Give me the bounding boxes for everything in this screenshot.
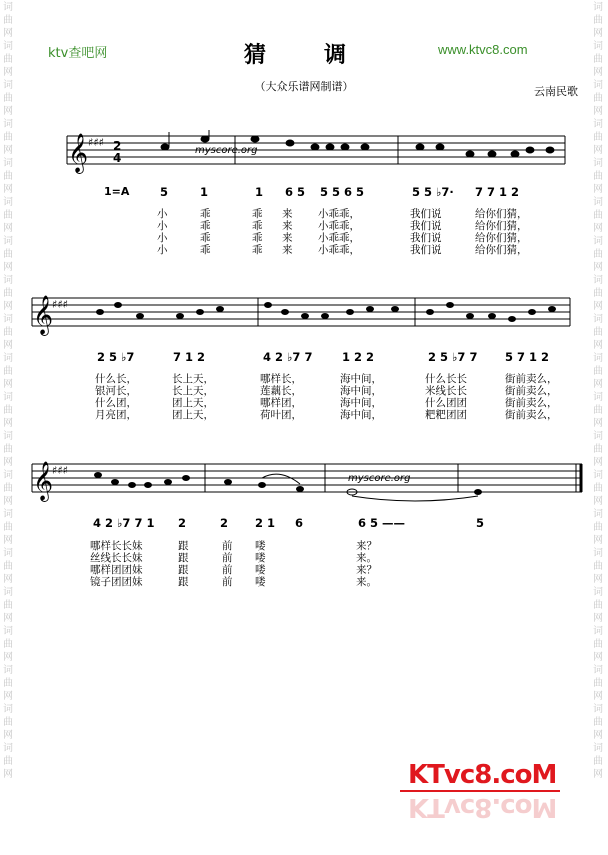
side-watermark-char: 词: [3, 197, 13, 208]
lyric-segment: 乖: [200, 244, 211, 256]
side-watermark-char: 词: [593, 587, 603, 598]
song-origin: 云南民歌: [534, 85, 578, 98]
side-watermark-char: 词: [3, 743, 13, 754]
site-url[interactable]: www.ktvc8.com: [438, 42, 528, 57]
treble-clef-icon: 𝄞: [68, 133, 89, 173]
side-watermark-char: 词: [3, 2, 13, 13]
side-watermark-char: 网: [593, 223, 603, 234]
lyric-segment: 长上天，: [172, 373, 214, 385]
side-watermark-char: 曲: [3, 522, 13, 533]
side-watermark-char: 网: [3, 379, 13, 390]
jianpu-group: 5 5 6 5: [320, 185, 365, 199]
site-name-left[interactable]: ktv查吧网: [48, 46, 108, 61]
side-watermark-char: 曲: [593, 249, 603, 260]
side-watermark-char: 曲: [593, 366, 603, 377]
side-watermark-char: 曲: [3, 717, 13, 728]
lyric-segment: 团上天，: [172, 409, 214, 421]
side-watermark-char: 曲: [593, 171, 603, 182]
side-watermark-char: 词: [593, 743, 603, 754]
side-watermark-char: 网: [593, 535, 603, 546]
jianpu-group: 1 2 2: [342, 350, 375, 364]
side-watermark-char: 词: [3, 431, 13, 442]
lyric-segment: 海中间，: [340, 397, 382, 409]
jianpu-group: 4 2 ♭7 7 1: [93, 516, 155, 530]
side-watermark-char: 词: [3, 587, 13, 598]
side-watermark-char: 曲: [593, 288, 603, 299]
side-watermark-char: 曲: [593, 639, 603, 650]
jianpu-group: 1: [255, 185, 264, 199]
lyric-segment: 月亮团，: [95, 409, 137, 421]
lyric-segment: 街前卖么，: [505, 385, 558, 397]
staff-system-1: [0, 128, 608, 178]
side-watermark-char: 网: [593, 262, 603, 273]
lyric-segment: 镜子团团妹: [90, 576, 143, 588]
side-watermark-char: 网: [593, 184, 603, 195]
treble-clef-icon: 𝄞: [33, 461, 54, 501]
side-watermark-char: 曲: [593, 756, 603, 767]
side-watermark-char: 曲: [593, 717, 603, 728]
lyric-segment: 莲藕长，: [260, 385, 302, 397]
side-watermark-char: 网: [3, 613, 13, 624]
side-watermark-char: 词: [593, 509, 603, 520]
lyric-segment: 哪样团，: [260, 397, 302, 409]
lyric-segment: 哪样长长妹: [90, 540, 143, 552]
jianpu-group: 6 5 ——: [358, 516, 406, 530]
side-watermark-char: 词: [593, 275, 603, 286]
lyric-segment: 前: [222, 540, 233, 552]
side-watermark-char: 曲: [593, 522, 603, 533]
side-watermark-char: 网: [3, 262, 13, 273]
side-watermark-char: 网: [3, 769, 13, 780]
side-watermark-char: 词: [3, 80, 13, 91]
lyric-segment: 哪样团团妹: [90, 564, 143, 576]
lyric-segment: 海中间，: [340, 409, 382, 421]
lyric-segment: 喽: [255, 552, 266, 564]
side-watermark-char: 词: [593, 314, 603, 325]
lyric-segment: 来。: [356, 576, 377, 588]
lyric-segment: 海中间，: [340, 373, 382, 385]
side-watermark-char: 网: [3, 457, 13, 468]
lyric-segment: 来？: [356, 540, 377, 552]
side-watermark-char: 词: [593, 626, 603, 637]
side-watermark-char: 曲: [3, 561, 13, 572]
side-watermark-char: 曲: [593, 93, 603, 104]
side-watermark-char: 词: [593, 548, 603, 559]
side-watermark-char: 词: [593, 41, 603, 52]
side-watermark-char: 网: [593, 106, 603, 117]
lyric-segment: 跟: [178, 576, 189, 588]
side-watermark-char: 词: [593, 119, 603, 130]
side-watermark-char: 曲: [3, 327, 13, 338]
side-watermark-char: 网: [3, 652, 13, 663]
side-watermark-char: 词: [3, 41, 13, 52]
lyric-segment: 来。: [356, 552, 377, 564]
key-signature: 1=A: [104, 185, 130, 198]
ktvc8-logo[interactable]: KTvc8.coM: [408, 760, 557, 790]
side-watermark-char: 词: [3, 392, 13, 403]
jianpu-group: 2 5 ♭7 7: [428, 350, 478, 364]
side-watermark-char: 词: [593, 704, 603, 715]
svg-text:4: 4: [113, 151, 122, 165]
lyric-segment: 什么长长: [425, 373, 467, 385]
side-watermark-char: 曲: [593, 132, 603, 143]
logo-reflection: KTvc8.coM: [408, 792, 557, 822]
side-watermark-char: 曲: [593, 54, 603, 65]
lyric-segment: 什么团，: [95, 397, 137, 409]
jianpu-group: 1: [200, 185, 209, 199]
side-watermark-char: 词: [593, 158, 603, 169]
side-watermark-char: 网: [593, 340, 603, 351]
lyric-segment: 哪样长，: [260, 373, 302, 385]
side-watermark-char: 词: [593, 2, 603, 13]
side-watermark-char: 词: [593, 236, 603, 247]
side-watermark-char: 曲: [3, 15, 13, 26]
lyric-segment: 前: [222, 552, 233, 564]
svg-text:2: 2: [113, 139, 122, 153]
side-watermark-char: 词: [593, 353, 603, 364]
side-watermark-char: 网: [3, 145, 13, 156]
side-watermark-char: 词: [3, 119, 13, 130]
side-watermark-char: 网: [593, 730, 603, 741]
lyric-segment: 给你们猜，: [475, 244, 528, 256]
side-watermark-char: 网: [593, 379, 603, 390]
lyric-segment: 小乖乖，: [318, 220, 360, 232]
side-watermark-char: 网: [3, 496, 13, 507]
lyric-segment: 给你们猜，: [475, 220, 528, 232]
side-watermark-char: 网: [593, 145, 603, 156]
side-watermark-char: 词: [3, 353, 13, 364]
lyric-segment: 给你们猜，: [475, 232, 528, 244]
lyric-segment: 乖: [252, 244, 263, 256]
side-watermark-char: 词: [593, 665, 603, 676]
side-watermark-char: 网: [593, 496, 603, 507]
sharp-icon: ♯♯♯: [52, 298, 68, 311]
jianpu-group: 2: [220, 516, 229, 530]
jianpu-group: 2: [178, 516, 187, 530]
lyric-segment: 我们说: [410, 208, 442, 220]
side-watermark-char: 词: [593, 470, 603, 481]
side-watermark-char: 曲: [3, 639, 13, 650]
staff-system-2: [0, 290, 608, 340]
side-watermark-char: 词: [593, 80, 603, 91]
side-watermark-char: 曲: [3, 171, 13, 182]
lyric-segment: 海中间，: [340, 385, 382, 397]
side-watermark-char: 词: [3, 236, 13, 247]
lyric-segment: 跟: [178, 564, 189, 576]
side-watermark-char: 曲: [3, 288, 13, 299]
side-watermark-char: 曲: [593, 678, 603, 689]
jianpu-group: 4 2 ♭7 7: [263, 350, 313, 364]
side-watermark-char: 网: [593, 574, 603, 585]
lyric-segment: 粑粑团团: [425, 409, 467, 421]
treble-clef-icon: 𝄞: [33, 295, 54, 335]
lyric-segment: 什么长，: [95, 373, 137, 385]
side-watermark-char: 曲: [593, 15, 603, 26]
side-watermark-char: 网: [593, 691, 603, 702]
side-watermark-char: 网: [593, 652, 603, 663]
side-watermark-char: 曲: [593, 561, 603, 572]
side-watermark-char: 词: [3, 314, 13, 325]
lyric-segment: 乖: [200, 232, 211, 244]
jianpu-group: 5: [476, 516, 485, 530]
lyric-segment: 小乖乖，: [318, 208, 360, 220]
lyric-segment: 丝线长长妹: [90, 552, 143, 564]
staff-watermark: myscore.org: [195, 145, 258, 156]
sharp-icon: ♯♯♯: [52, 464, 68, 477]
jianpu-group: 6: [295, 516, 304, 530]
side-watermark-char: 网: [3, 67, 13, 78]
lyric-segment: 来: [282, 220, 293, 232]
side-watermark-char: 网: [593, 28, 603, 39]
jianpu-group: 2 5 ♭7: [97, 350, 135, 364]
side-watermark-char: 词: [3, 158, 13, 169]
lyric-segment: 来: [282, 244, 293, 256]
side-watermark-char: 网: [593, 418, 603, 429]
lyric-segment: 乖: [200, 208, 211, 220]
lyric-segment: 给你们猜，: [475, 208, 528, 220]
side-watermark-char: 曲: [3, 756, 13, 767]
side-watermark-char: 曲: [3, 444, 13, 455]
side-watermark-char: 曲: [3, 600, 13, 611]
lyric-segment: 跟: [178, 552, 189, 564]
side-watermark-char: 曲: [3, 249, 13, 260]
side-watermark-char: 词: [3, 509, 13, 520]
side-watermark-char: 网: [3, 418, 13, 429]
sharp-icon: ♯♯♯: [88, 136, 104, 149]
side-watermark-char: 曲: [3, 483, 13, 494]
jianpu-group: 5 5 ♭7·: [412, 185, 454, 199]
jianpu-group: 7 1 2: [173, 350, 206, 364]
side-watermark-char: 网: [3, 184, 13, 195]
lyric-segment: 小: [157, 220, 168, 232]
side-watermark-char: 词: [3, 548, 13, 559]
side-watermark-char: 曲: [3, 366, 13, 377]
lyric-segment: 跟: [178, 540, 189, 552]
lyric-segment: 前: [222, 576, 233, 588]
side-watermark-char: 曲: [593, 405, 603, 416]
lyric-segment: 喽: [255, 540, 266, 552]
lyric-segment: 我们说: [410, 232, 442, 244]
side-watermark-char: 词: [3, 626, 13, 637]
side-watermark-char: 曲: [593, 327, 603, 338]
side-watermark-char: 词: [593, 197, 603, 208]
jianpu-group: 2 1: [255, 516, 276, 530]
side-watermark-char: 曲: [3, 210, 13, 221]
lyric-segment: 我们说: [410, 220, 442, 232]
side-watermark-char: 曲: [593, 600, 603, 611]
lyric-segment: 小: [157, 232, 168, 244]
side-watermark-char: 曲: [593, 210, 603, 221]
side-watermark-char: 曲: [3, 678, 13, 689]
lyric-segment: 街前卖么，: [505, 409, 558, 421]
lyric-segment: 银河长，: [95, 385, 137, 397]
lyric-segment: 乖: [200, 220, 211, 232]
side-watermark-char: 词: [593, 392, 603, 403]
side-watermark-char: 网: [3, 730, 13, 741]
side-watermark-char: 网: [3, 28, 13, 39]
side-watermark-char: 网: [3, 340, 13, 351]
lyric-segment: 喽: [255, 576, 266, 588]
lyric-segment: 团上天，: [172, 397, 214, 409]
lyric-segment: 小: [157, 244, 168, 256]
side-watermark-char: 词: [593, 431, 603, 442]
side-watermark-char: 网: [3, 223, 13, 234]
side-watermark-char: 网: [3, 535, 13, 546]
side-watermark-char: 网: [593, 613, 603, 624]
lyric-segment: 我们说: [410, 244, 442, 256]
lyric-segment: 来: [282, 232, 293, 244]
lyric-segment: 乖: [252, 220, 263, 232]
side-watermark-char: 曲: [3, 54, 13, 65]
lyric-segment: 荷叶团，: [260, 409, 302, 421]
side-watermark-char: 网: [3, 106, 13, 117]
lyric-segment: 小: [157, 208, 168, 220]
lyric-segment: 街前卖么，: [505, 373, 558, 385]
side-watermark-char: 网: [3, 574, 13, 585]
lyric-segment: 喽: [255, 564, 266, 576]
song-title: 猜 调: [243, 43, 364, 68]
jianpu-group: 5 7 1 2: [505, 350, 550, 364]
staff-watermark-2: myscore.org: [348, 473, 411, 484]
side-watermark-char: 曲: [3, 405, 13, 416]
side-watermark-char: 词: [3, 665, 13, 676]
side-watermark-char: 曲: [593, 444, 603, 455]
side-watermark-char: 词: [3, 470, 13, 481]
lyric-segment: 小乖乖，: [318, 244, 360, 256]
side-watermark-char: 曲: [3, 132, 13, 143]
lyric-segment: 长上天，: [172, 385, 214, 397]
side-watermark-char: 网: [593, 301, 603, 312]
side-watermark-char: 网: [593, 457, 603, 468]
staff-system-3: [0, 456, 608, 506]
jianpu-group: 6 5: [285, 185, 306, 199]
lyric-segment: 乖: [252, 208, 263, 220]
lyric-segment: 乖: [252, 232, 263, 244]
side-watermark-char: 网: [593, 67, 603, 78]
side-watermark-char: 词: [3, 704, 13, 715]
song-subtitle: （大众乐谱网制谱）: [254, 80, 354, 93]
side-watermark-char: 曲: [593, 483, 603, 494]
lyric-segment: 来？: [356, 564, 377, 576]
side-watermark-char: 网: [593, 769, 603, 780]
side-watermark-char: 曲: [3, 93, 13, 104]
lyric-segment: 小乖乖，: [318, 232, 360, 244]
jianpu-group: 7 7 1 2: [475, 185, 520, 199]
jianpu-group: 5: [160, 185, 169, 199]
side-watermark-char: 网: [3, 301, 13, 312]
lyric-segment: 来: [282, 208, 293, 220]
lyric-segment: 什么团团: [425, 397, 467, 409]
lyric-segment: 米线长长: [425, 385, 467, 397]
side-watermark-char: 网: [3, 691, 13, 702]
side-watermark-char: 词: [3, 275, 13, 286]
lyric-segment: 街前卖么，: [505, 397, 558, 409]
lyric-segment: 前: [222, 564, 233, 576]
